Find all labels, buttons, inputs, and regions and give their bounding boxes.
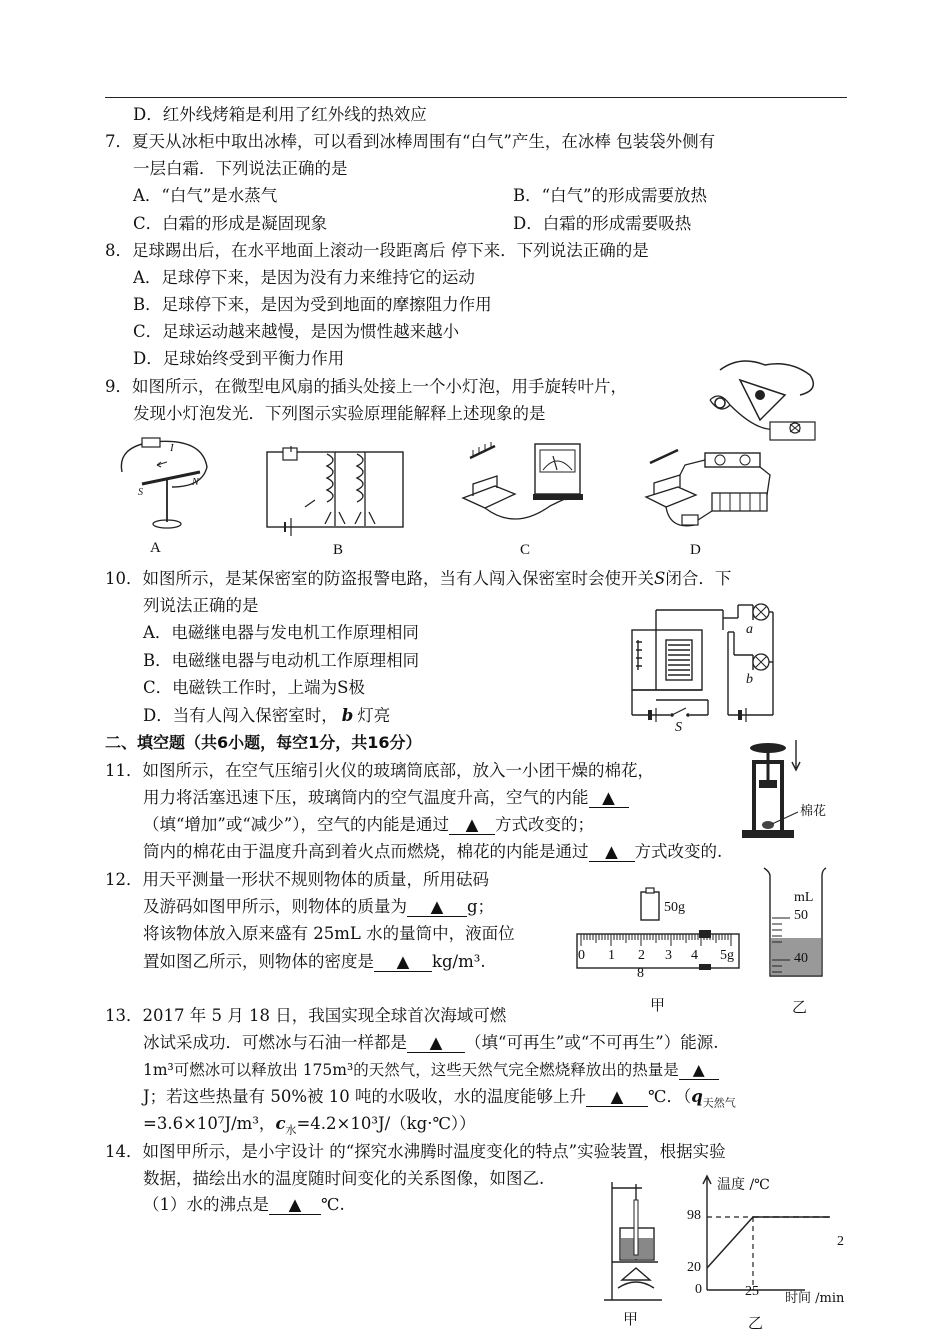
q13-line-2-text: 冰试采成功．可燃冰与石油一样都是 (143, 1033, 407, 1052)
q14-apparatus-figure (600, 1180, 670, 1305)
q11-blank-3: ▲ (589, 843, 635, 862)
q10-stem-2: 列说法正确的是 (143, 596, 259, 615)
q7-option-b: B．“白气”的形成需要放热 (513, 186, 707, 205)
q10-lamp-b-label: b (746, 672, 753, 687)
q13-line-5 (143, 1113, 476, 1141)
q14-x25: 25 (745, 1284, 759, 1299)
q14-part-1-text: （1）水的沸点是 (143, 1195, 269, 1214)
q12-line-4 (143, 951, 486, 973)
q9-a-s-label: S (138, 487, 143, 498)
q12-blank-2: ▲ (374, 953, 432, 972)
q9-stem-2: 发现小灯泡发光．下列图示实验原理能解释上述现象的是 (133, 404, 546, 423)
q13-q-symbol: q (691, 1087, 703, 1106)
q13-line-4 (143, 1086, 736, 1114)
q9-fan-illustration (700, 350, 825, 450)
q8-option-c: C．足球运动越来越慢，是因为惯性越来越小 (133, 322, 460, 341)
q6-option-d: D．红外线烤箱是利用了红外线的热效应 (133, 105, 427, 124)
q9-label-c: C (520, 542, 531, 558)
q13-line-4-mid: ℃．（ (648, 1087, 692, 1106)
q10-stem-text: 10．如图所示，是某保密室的防盗报警电路，当有人闯入保密室时会使开关 (105, 569, 654, 588)
q12-cylinder-figure (760, 866, 830, 981)
q13-line-3-text: 1m³可燃冰可以释放出 175m³的天然气，这些天然气完全燃烧释放出的热量是 (143, 1061, 679, 1079)
q12-cyl-40: 40 (794, 951, 808, 966)
q12-line-2-text: 及游码如图甲所示，则物体的质量为 (143, 897, 407, 916)
q10-circuit-figure (628, 600, 788, 735)
q13-blank-3: ▲ (586, 1088, 648, 1107)
q13-q-sub: 天然气 (702, 1096, 736, 1110)
q11-stem: 11．如图所示，在空气压缩引火仪的玻璃筒底部，放入一小团干燥的棉花， (105, 761, 654, 780)
q11-blank-1: ▲ (589, 789, 629, 808)
q14-part-1 (143, 1194, 345, 1216)
q9-label-d: D (690, 542, 701, 558)
q9-label-b: B (333, 542, 344, 558)
q12-line-4-text: 置如图乙所示，则物体的密度是 (143, 952, 374, 971)
q10-stem (105, 568, 731, 590)
q10-lamp-a-label: a (746, 622, 753, 637)
q11-line-2 (143, 787, 629, 809)
q7-option-d: D．白霜的形成需要吸热 (513, 214, 692, 233)
q13-c-sub: 水 (285, 1123, 297, 1137)
q11-cotton-label: 棉花 (800, 804, 827, 819)
q12-caption-jia: 甲 (650, 998, 666, 1014)
q12-cyl-unit: mL (794, 890, 814, 905)
q10-switch-label: S (675, 720, 682, 735)
q10-stem-end: 闭合．下 (665, 569, 732, 588)
q14-blank-1: ▲ (269, 1196, 321, 1215)
q14-side-number: 2 (837, 1234, 844, 1249)
q12-blank-1: ▲ (407, 898, 467, 917)
q12-line-2 (143, 896, 494, 918)
q14-y20: 20 (687, 1260, 701, 1275)
q9-a-n-label: N (192, 477, 199, 488)
q12-ruler-below: 8 (637, 966, 644, 981)
q11-line-2-text: 用力将活塞迅速下压，玻璃筒内的空气温度升高，空气的内能 (143, 788, 589, 807)
q11-line-4-end: 方式改变的. (634, 842, 723, 861)
q9-stem: 9．如图所示，在微型电风扇的插头处接上一个小灯泡，用手旋转叶片， (105, 377, 627, 396)
q10-lamp-b: b (341, 706, 354, 725)
q12-balance-figure (575, 888, 745, 981)
q13-line-2 (143, 1032, 719, 1054)
q14-stem: 14．如图甲所示，是小宇设计 的“探究水沸腾时温度变化的特点”实验装置，根据实验 (105, 1142, 726, 1161)
q13-line-2-end: （填“可再生”或“不可再生”）能源. (465, 1033, 719, 1052)
q14-part-1-end: ℃. (321, 1195, 345, 1214)
q10-switch-symbol: S (654, 569, 666, 588)
q13-line-5-end: =4.2×10³J/（kg·℃）） (296, 1114, 476, 1133)
q9-figure-b (265, 442, 405, 532)
q12-caption-yi: 乙 (792, 1000, 808, 1016)
q8-option-b: B．足球停下来，是因为受到地面的摩擦阻力作用 (133, 295, 492, 314)
q10-option-d-end: 灯亮 (357, 706, 391, 725)
q7-stem-2: 一层白霜．下列说法正确的是 (133, 159, 348, 178)
q12-line-3: 将该物体放入原来盛有 25mL 水的量筒中，液面位 (143, 924, 515, 943)
q11-blank-2: ▲ (449, 816, 495, 835)
q11-igniter-figure (740, 740, 840, 840)
q9-figure-d (640, 445, 780, 540)
q9-label-a: A (150, 540, 161, 556)
q12-tick-4: 4 (691, 948, 698, 963)
q10-option-d (143, 705, 390, 727)
q11-line-4 (143, 841, 722, 863)
q12-line-4-end: kg/m³. (432, 952, 486, 971)
q13-stem: 13．2017 年 5 月 18 日，我国实现全球首次海域可燃 (105, 1006, 507, 1025)
q10-option-a: A．电磁继电器与发电机工作原理相同 (143, 623, 419, 642)
q11-line-3-text: （填“增加”或“减少”），空气的内能是通过 (143, 815, 449, 834)
q13-line-5-text: =3.6×10⁷J/m³， (143, 1114, 276, 1133)
q8-option-a: A．足球停下来，是因为没有力来维持它的运动 (133, 268, 475, 287)
section-2-heading: 二、填空题（共6小题，每空1分，共16分） (105, 733, 422, 752)
q11-line-4-text: 筒内的棉花由于温度升高到着火点而燃烧，棉花的内能是通过 (143, 842, 589, 861)
header-rule (105, 97, 847, 98)
q9-figure-a (112, 432, 212, 532)
q10-option-d-text: D．当有人闯入保密室时， (143, 706, 338, 725)
q14-caption-jia: 甲 (623, 1312, 639, 1328)
q12-tick-3: 3 (665, 948, 672, 963)
q14-caption-yi: 乙 (748, 1316, 764, 1332)
q12-cyl-50: 50 (794, 908, 808, 923)
q11-line-3 (143, 814, 594, 836)
q13-blank-1: ▲ (407, 1034, 465, 1053)
q14-y98: 98 (687, 1208, 701, 1223)
q8-option-d: D．足球始终受到平衡力作用 (133, 349, 345, 368)
q9-a-current-label: I (170, 442, 174, 454)
q12-tick-0: 0 (578, 948, 585, 963)
q7-option-c: C．白霜的形成是凝固现象 (133, 214, 328, 233)
q13-blank-2: ▲ (679, 1061, 719, 1080)
q14-ylabel: 温度 /℃ (717, 1177, 770, 1193)
q11-line-3-end: 方式改变的； (495, 815, 594, 834)
q13-line-3 (143, 1059, 719, 1081)
q12-weight-label: 50g (664, 900, 685, 915)
q13-c-symbol: c (275, 1114, 286, 1133)
q9-figure-c (455, 436, 600, 531)
q14-stem-2: 数据，描绘出水的温度随时间变化的关系图像，如图乙. (143, 1169, 545, 1188)
q10-option-c: C．电磁铁工作时，上端为S极 (143, 678, 365, 697)
q12-tick-2: 2 (638, 948, 645, 963)
q12-line-2-end: g； (467, 897, 495, 916)
q10-option-b: B．电磁继电器与电动机工作原理相同 (143, 651, 420, 670)
q14-temperature-graph (687, 1172, 865, 1306)
q12-tick-1: 1 (608, 948, 615, 963)
q8-stem: 8．足球踢出后，在水平地面上滚动一段距离后 停下来．下列说法正确的是 (105, 241, 649, 260)
q7-stem: 7．夏天从冰柜中取出冰棒，可以看到冰棒周围有“白气”产生，在冰棒 包装袋外侧有 (105, 132, 716, 151)
q14-xlabel: 时间 /min (785, 1291, 845, 1306)
q12-tick-5: 5g (720, 948, 734, 963)
q12-stem: 12．用天平测量一形状不规则物体的质量，所用砝码 (105, 870, 489, 889)
q13-line-4-text: J；若这些热量有 50%被 10 吨的水吸收，水的温度能够上升 (143, 1087, 587, 1106)
q7-option-a: A．“白气”是水蒸气 (133, 186, 278, 205)
q14-x0: 0 (695, 1282, 702, 1297)
